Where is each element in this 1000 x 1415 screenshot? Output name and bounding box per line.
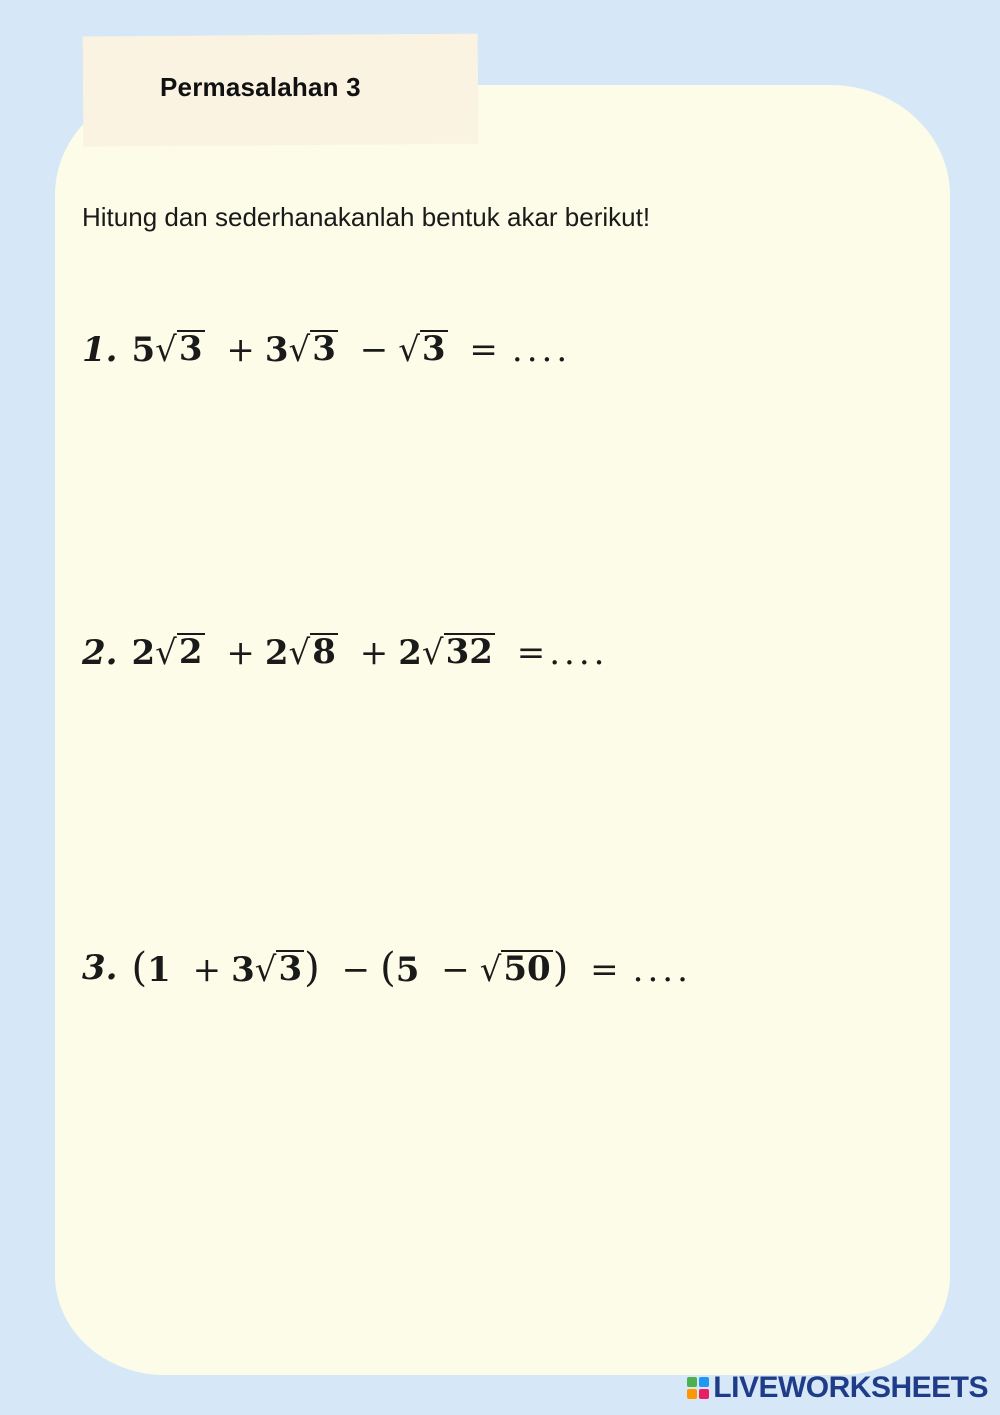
right-parenthesis: ): [304, 945, 320, 991]
operator: −: [341, 950, 371, 990]
problem-expression: [132, 633, 609, 673]
equals-sign: =: [516, 633, 546, 673]
problem-1: [82, 330, 571, 370]
square-root: [289, 633, 338, 673]
coefficient: 2: [264, 633, 289, 673]
radicand: 8: [312, 632, 336, 672]
radical-sign: √: [288, 633, 311, 673]
term: 1: [147, 950, 171, 990]
operator: −: [359, 330, 389, 370]
operator: +: [226, 633, 255, 673]
worksheet-card: [55, 85, 950, 1375]
radical-sign: √: [155, 330, 177, 370]
coefficient: 3: [231, 950, 255, 990]
instruction-text: Hitung dan sederhanakanlah bentuk akar berikut!: [82, 202, 651, 232]
logo-square: [687, 1389, 697, 1399]
answer-dots: ....: [632, 950, 692, 990]
radicand: 2: [178, 632, 203, 672]
operator: +: [192, 950, 222, 990]
radicand: 3: [178, 329, 203, 369]
radical-sign: √: [479, 950, 502, 990]
right-parenthesis: ): [552, 945, 569, 991]
answer-dots: ....: [511, 330, 572, 370]
term: 5: [395, 950, 420, 990]
problem-3: [82, 945, 692, 991]
liveworksheets-logo[interactable]: [687, 1371, 988, 1405]
equals-sign: =: [590, 950, 619, 990]
square-root: [255, 950, 304, 990]
radicand: 3: [278, 949, 303, 989]
answer-dots: ....: [549, 633, 609, 673]
square-root: [480, 950, 553, 990]
radicand: 3: [312, 329, 336, 369]
radicand: 32: [445, 632, 493, 672]
square-root: [155, 633, 204, 673]
problem-expression: [132, 945, 692, 991]
coefficient: 5: [131, 330, 156, 370]
radical-sign: √: [254, 950, 277, 990]
brand-text: LIVEWORKSHEETS: [713, 1371, 988, 1404]
coefficient: 2: [398, 633, 422, 673]
operator: +: [359, 633, 389, 673]
logo-square: [699, 1389, 709, 1399]
radical-sign: √: [155, 633, 177, 673]
radical-sign: √: [398, 330, 420, 370]
radical-sign: √: [288, 330, 311, 370]
coefficient: 3: [264, 330, 289, 370]
square-root: [155, 330, 204, 370]
logo-square: [687, 1377, 697, 1387]
square-root: [289, 330, 338, 370]
left-parenthesis: (: [131, 945, 148, 991]
operator: −: [441, 950, 470, 990]
brand-grid-icon: [687, 1377, 709, 1399]
radicand: 3: [421, 329, 446, 369]
coefficient: 2: [131, 633, 156, 673]
problem-number: 3.: [82, 948, 118, 988]
problem-2: [82, 633, 608, 673]
problem-expression: [132, 330, 572, 370]
left-parenthesis: (: [380, 945, 396, 991]
problem-number: 2.: [82, 633, 118, 673]
logo-square: [699, 1377, 709, 1387]
radical-sign: √: [421, 633, 444, 673]
equals-sign: =: [469, 330, 498, 370]
page-title: Permasalahan 3: [160, 72, 361, 102]
problem-number: 1.: [82, 330, 118, 370]
square-root: [398, 330, 447, 370]
square-root: [422, 633, 495, 673]
radicand: 50: [503, 949, 551, 989]
operator: +: [226, 330, 255, 370]
